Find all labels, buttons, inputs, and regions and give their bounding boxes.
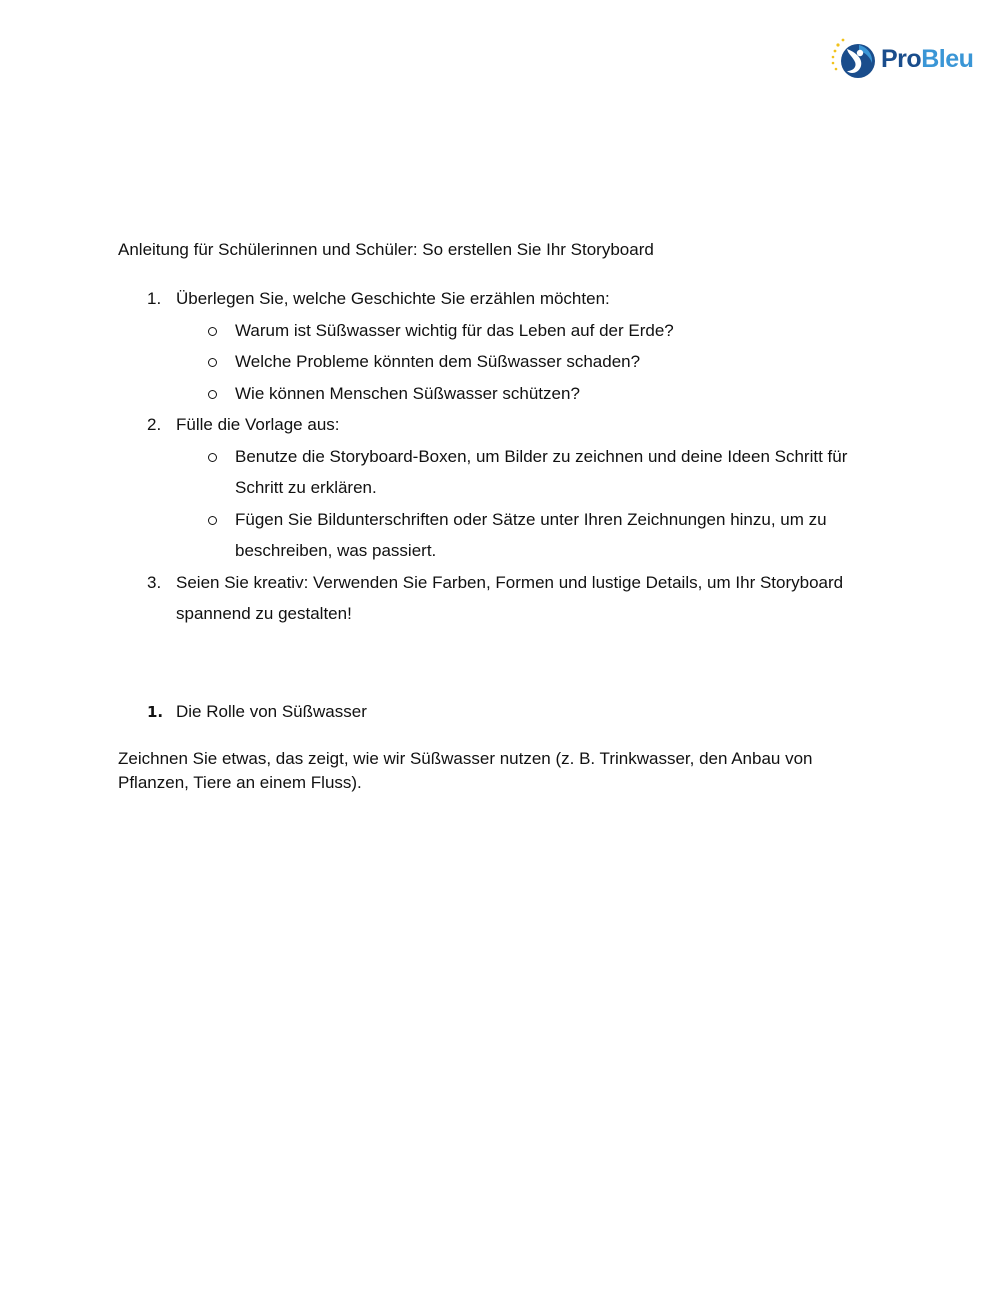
instructions-title: Anleitung für Schülerinnen und Schüler: So erstellen Sie Ihr Storyboard — [118, 240, 654, 259]
instruction-steps — [118, 283, 878, 630]
step-text: Fülle die Vorlage aus: — [176, 415, 340, 434]
sub-item-text: Benutze die Storyboard-Boxen, um Bilder zu zeichnen und deine Ideen Schritt für Schritt zu erklären. — [235, 446, 848, 497]
section-heading — [118, 700, 878, 724]
task-description: Zeichnen Sie etwas, das zeigt, wie wir Süßwasser nutzen (z. B. Trinkwasser, den Anbau von Pflanzen, Tiere an einem Fluss). — [118, 748, 813, 792]
sub-item-text: Wie können Menschen Süßwasser schützen? — [235, 383, 580, 403]
step-text: Überlegen Sie, welche Geschichte Sie erzählen möchten: — [176, 289, 610, 308]
sub-item — [176, 378, 878, 410]
probleu-emblem-icon — [829, 36, 877, 82]
step-sublist — [176, 441, 878, 567]
step-number: 2. — [147, 415, 162, 434]
sub-item — [176, 504, 878, 567]
section-number: 1. — [147, 702, 164, 721]
step-item — [118, 283, 878, 409]
sub-item — [176, 346, 878, 378]
circle-bullet-icon — [208, 516, 217, 525]
step-number: 1. — [147, 289, 162, 308]
step-text: Seien Sie kreativ: Verwenden Sie Farben, Formen und lustige Details, um Ihr Storyboard spannend zu gestalten! — [176, 572, 844, 623]
logo-wordmark — [881, 44, 974, 73]
sub-item-text: Fügen Sie Bildunterschriften oder Sätze unter Ihren Zeichnungen hinzu, um zu beschreiben, was passiert. — [235, 509, 827, 560]
sub-item-text: Warum ist Süßwasser wichtig für das Leben auf der Erde? — [235, 320, 674, 340]
sub-item — [176, 315, 878, 347]
sub-item-text: Welche Probleme könnten dem Süßwasser schaden? — [235, 352, 641, 371]
circle-bullet-icon — [208, 390, 217, 399]
circle-bullet-icon — [208, 327, 217, 336]
section-title: Die Rolle von Süßwasser — [176, 701, 367, 721]
step-number: 3. — [147, 572, 162, 592]
sub-item — [176, 441, 878, 504]
step-item — [118, 567, 878, 630]
logo-text-pro: Pro — [881, 44, 922, 73]
circle-bullet-icon — [208, 358, 217, 367]
circle-bullet-icon — [208, 453, 217, 462]
step-sublist — [176, 315, 878, 410]
probleu-logo — [829, 36, 981, 82]
logo-text-bleu: Bleu — [921, 44, 974, 73]
step-item — [118, 409, 878, 567]
document-body — [118, 238, 878, 795]
